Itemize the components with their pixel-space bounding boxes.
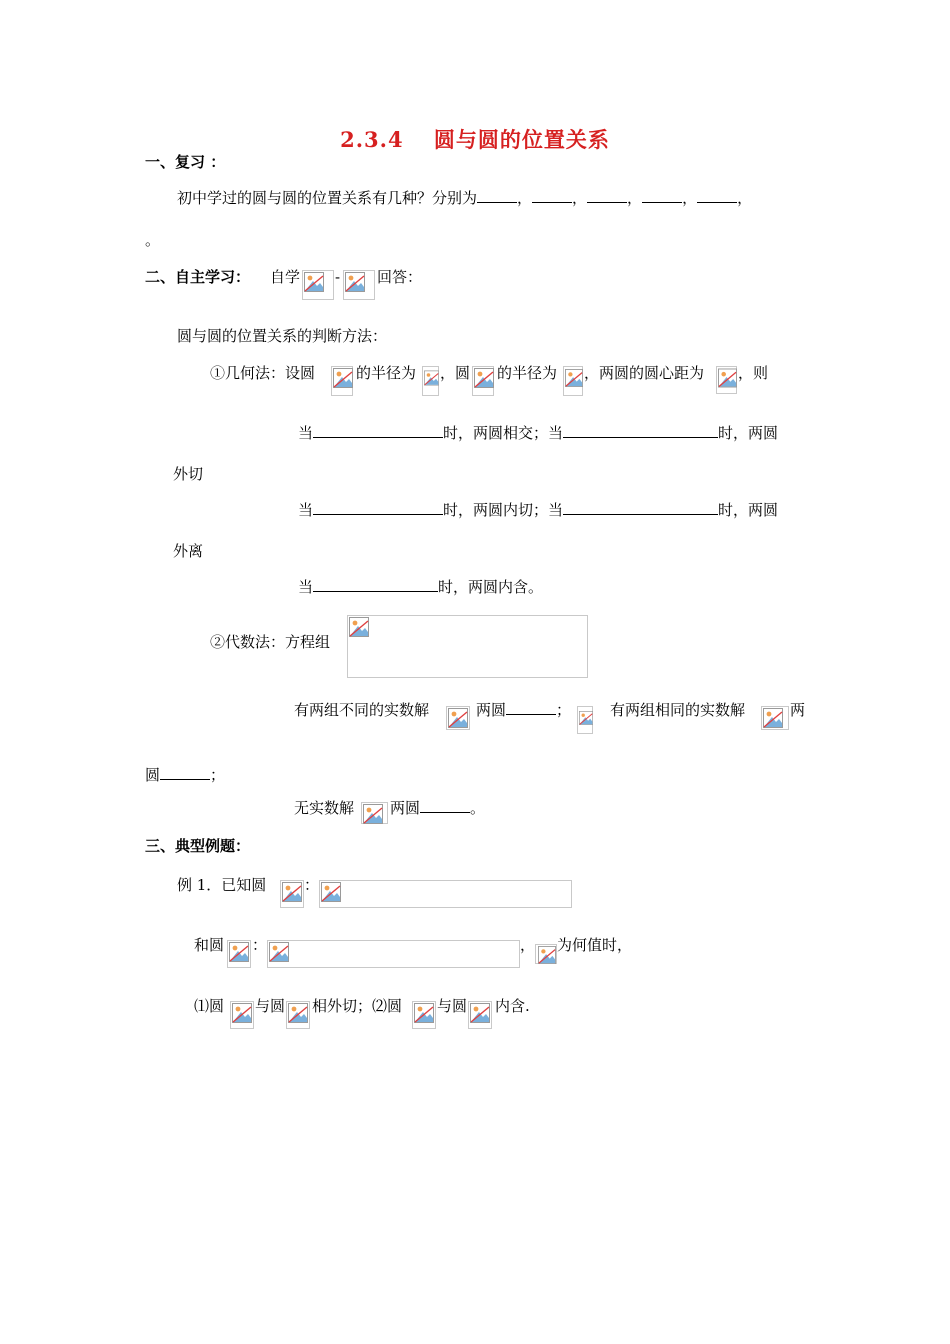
alg-label: ②代数法：方程组 <box>210 633 331 651</box>
broken-image-icon <box>286 1001 310 1029</box>
review-question: 初中学过的圆与圆的位置关系有几种？分别为 ， ， ， ， ， <box>177 189 753 207</box>
alg-a5: 两 <box>790 701 806 719</box>
answer-blank[interactable] <box>697 188 737 203</box>
section2-heading: 二、自主学习： <box>145 268 251 286</box>
geo-p4: 的半径为 <box>497 364 558 382</box>
alg-a9: 两圆 。 <box>390 799 486 817</box>
self-study-dash: - <box>335 268 341 286</box>
broken-image-icon <box>472 366 494 396</box>
answer-blank[interactable] <box>160 765 210 780</box>
with-circle-1: 与圆 <box>255 997 286 1015</box>
broken-image-icon <box>230 1001 254 1029</box>
answer-blank[interactable] <box>477 188 517 203</box>
q2-post: 内含. <box>495 997 530 1015</box>
review-end: 。 <box>145 231 161 249</box>
alg-a1: 有两组不同的实数解 <box>294 701 430 719</box>
self-study-post: 回答： <box>377 268 423 286</box>
answer-blank[interactable] <box>587 188 627 203</box>
circle-equation-image <box>267 940 520 968</box>
broken-image-icon <box>716 366 737 394</box>
broken-image-icon <box>361 802 388 824</box>
wrap-external-tangent: 外切 <box>173 465 204 483</box>
review-question-text: 初中学过的圆与圆的位置关系有几种？分别为 <box>177 189 478 207</box>
broken-image-icon <box>422 366 439 396</box>
broken-image-icon <box>331 366 353 396</box>
alg-a4: 有两组相同的实数解 <box>610 701 746 719</box>
section3-heading: 三、典型例题： <box>145 837 251 855</box>
alg-a8: 无实数解 <box>294 799 355 817</box>
circle-equation-image <box>319 880 572 908</box>
answer-blank[interactable] <box>313 500 443 515</box>
broken-image-icon <box>280 880 304 908</box>
what-value: 为何值时， <box>557 936 633 954</box>
answer-blank[interactable] <box>313 423 443 438</box>
broken-image-icon <box>577 706 593 734</box>
answer-blank[interactable] <box>313 577 438 592</box>
section1-heading: 一、复习 ： <box>145 153 226 171</box>
broken-image-icon <box>343 270 375 300</box>
geo-p1: ①几何法：设圆 <box>210 364 316 382</box>
geo-p2: 的半径为 <box>356 364 417 382</box>
with-circle-2: 与圆 <box>437 997 468 1015</box>
answer-blank[interactable] <box>506 700 556 715</box>
method-heading: 圆与圆的位置关系的判断方法： <box>177 327 388 345</box>
broken-image-icon <box>446 706 470 730</box>
self-study-pre: 自学 <box>270 268 301 286</box>
geo-p5: ，两圆的圆心距为 <box>584 364 705 382</box>
and-circle: 和圆 <box>194 936 225 954</box>
wrap-separate: 外离 <box>173 542 204 560</box>
alg-a2: 两圆 ； <box>476 701 572 719</box>
equation-system-image <box>347 615 588 678</box>
ex1-comma: ， <box>520 936 536 954</box>
answer-blank[interactable] <box>642 188 682 203</box>
geo-p3: ，圆 <box>440 364 471 382</box>
broken-image-icon <box>302 270 334 300</box>
alg-a6: 圆 ； <box>145 766 226 784</box>
page-title: 2.3.4 圆与圆的位置关系 <box>340 127 610 152</box>
broken-image-icon <box>468 1001 492 1029</box>
answer-blank[interactable] <box>563 423 718 438</box>
condition-line-1: 当 时，两圆相交；当 时，两圆 <box>298 424 779 442</box>
condition-line-3: 当 时，两圆内含。 <box>298 578 544 596</box>
broken-image-icon <box>563 366 583 396</box>
answer-blank[interactable] <box>532 188 572 203</box>
broken-image-icon <box>227 940 251 968</box>
broken-image-icon <box>761 706 789 730</box>
answer-blank[interactable] <box>420 798 470 813</box>
answer-blank[interactable] <box>563 500 718 515</box>
q1-post: 相外切；⑵圆 <box>312 997 403 1015</box>
geo-p6: ，则 <box>738 364 769 382</box>
broken-image-icon <box>412 1001 436 1029</box>
q1-pre: ⑴圆 <box>194 997 225 1015</box>
ex1-colon-2: ： <box>252 936 268 954</box>
ex1-pre: 例 1．已知圆 <box>177 876 267 894</box>
broken-image-icon <box>535 944 557 964</box>
condition-line-2: 当 时，两圆内切；当 时，两圆 <box>298 501 779 519</box>
ex1-colon: ： <box>304 876 320 894</box>
